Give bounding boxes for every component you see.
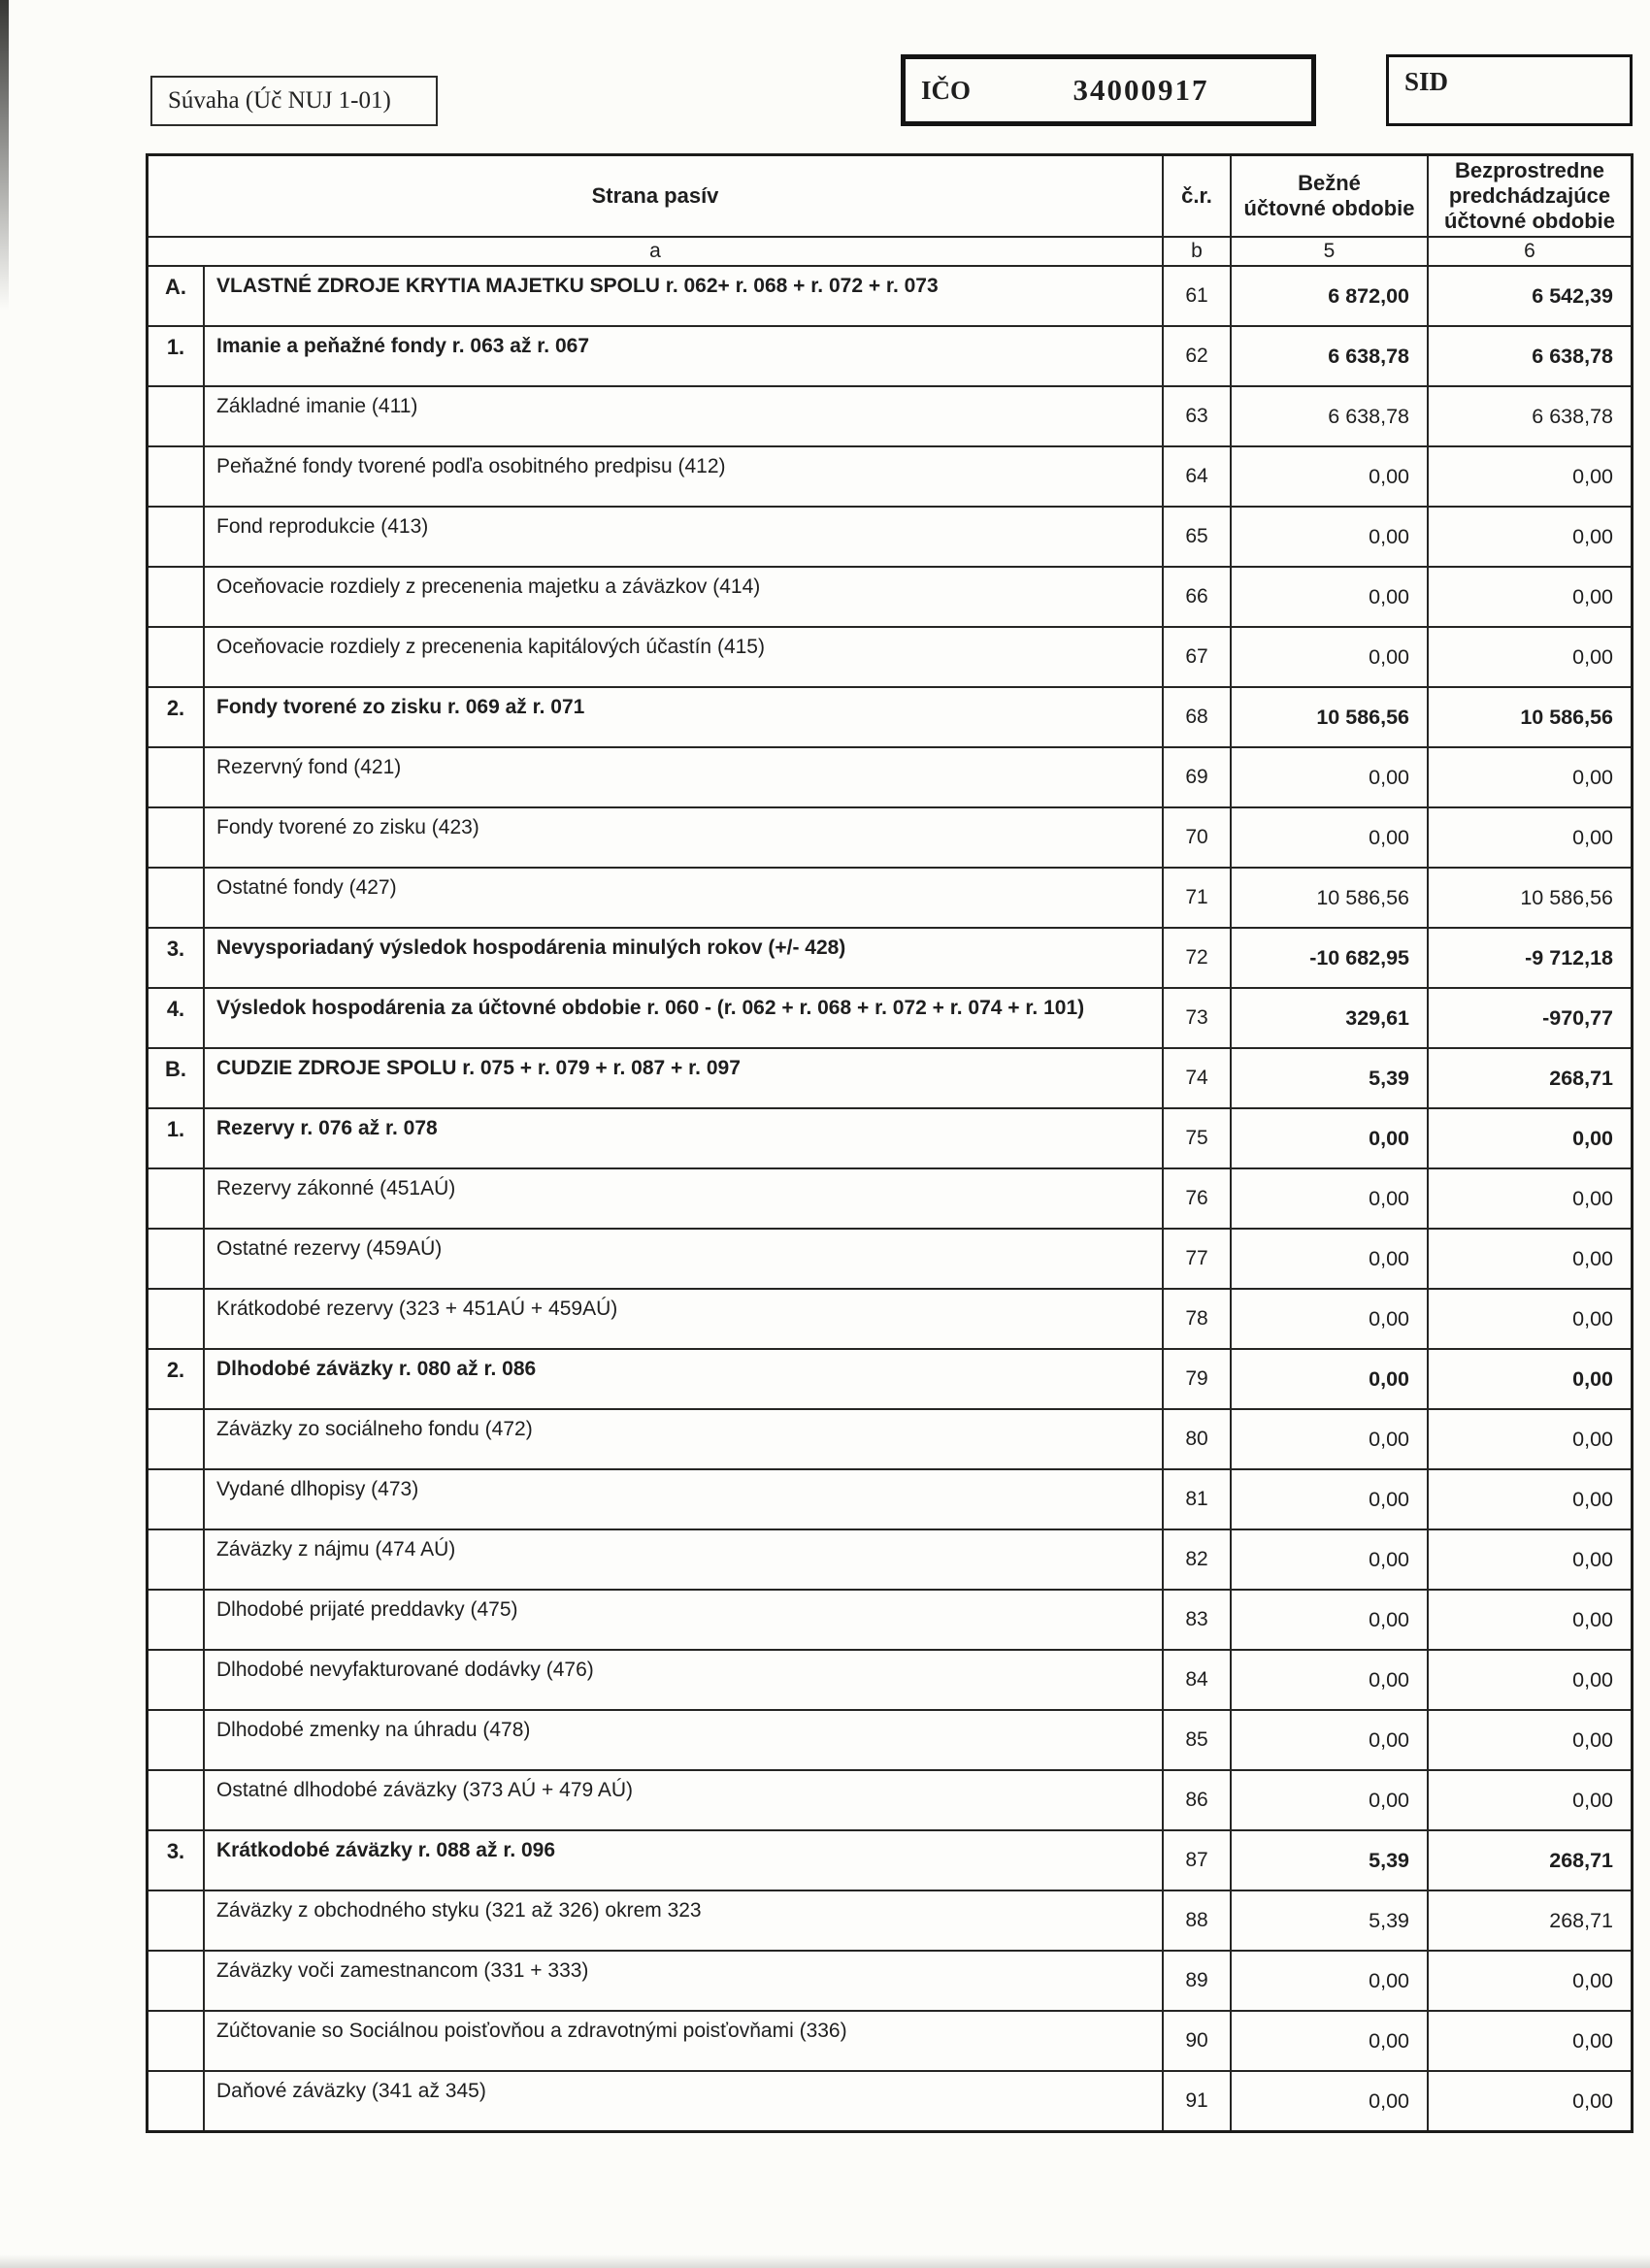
row-current-value: 0,00: [1230, 1109, 1427, 1167]
row-previous-value: 0,00: [1427, 1530, 1631, 1589]
row-previous-value: 0,00: [1427, 568, 1631, 626]
row-current-value: 0,00: [1230, 748, 1427, 806]
row-current-value: 5,39: [1230, 1831, 1427, 1890]
row-current-value: 6 638,78: [1230, 387, 1427, 445]
row-line-number: 65: [1162, 508, 1230, 566]
row-letter: B.: [165, 1057, 186, 1081]
table-row: [148, 2010, 1631, 2070]
row-current-value: 0,00: [1230, 1290, 1427, 1348]
row-previous-value: 6 638,78: [1427, 387, 1631, 445]
row-letter: [148, 1651, 203, 1709]
table-row: [148, 506, 1631, 566]
row-previous-value: 0,00: [1427, 1771, 1631, 1829]
row-line-number: 90: [1162, 2012, 1230, 2070]
row-label: Fond reprodukcie (413): [203, 508, 1162, 566]
table-subheader-row: [148, 236, 1631, 265]
row-previous-value: 0,00: [1427, 508, 1631, 566]
row-label: VLASTNÉ ZDROJE KRYTIA MAJETKU SPOLU r. 062+ r. 068 + r. 072 + r. 073: [203, 267, 1162, 325]
row-previous-value: 0,00: [1427, 1230, 1631, 1288]
row-letter: [148, 447, 203, 506]
row-previous-value: 10 586,56: [1427, 869, 1631, 927]
row-letter: [148, 568, 203, 626]
row-previous-value: 6 638,78: [1427, 327, 1631, 385]
row-label: Záväzky voči zamestnancom (331 + 333): [203, 1952, 1162, 2010]
table-row: [148, 2070, 1631, 2130]
table-row: [148, 1649, 1631, 1709]
row-letter: [148, 808, 203, 867]
ico-value: 34000917: [1072, 73, 1209, 107]
row-line-number: 62: [1162, 327, 1230, 385]
row-line-number: 68: [1162, 688, 1230, 746]
row-line-number: 91: [1162, 2072, 1230, 2130]
row-current-value: 0,00: [1230, 568, 1427, 626]
table-row: [148, 686, 1631, 746]
row-letter: [148, 748, 203, 806]
row-previous-value: 10 586,56: [1427, 688, 1631, 746]
table-row: [148, 626, 1631, 686]
table-row: [148, 1589, 1631, 1649]
row-line-number: 78: [1162, 1290, 1230, 1348]
row-label: Dlhodobé prijaté preddavky (475): [203, 1591, 1162, 1649]
ico-label: IČO: [921, 75, 972, 105]
row-line-number: 89: [1162, 1952, 1230, 2010]
row-previous-value: 0,00: [1427, 1591, 1631, 1649]
row-line-number: 77: [1162, 1230, 1230, 1288]
row-letter: A.: [165, 275, 186, 299]
table-row: [148, 385, 1631, 445]
row-current-value: 5,39: [1230, 1049, 1427, 1107]
table-row: [148, 1348, 1631, 1408]
table-row: [148, 806, 1631, 867]
table-row: [148, 1047, 1631, 1107]
row-line-number: 67: [1162, 628, 1230, 686]
row-current-value: 0,00: [1230, 1711, 1427, 1769]
form-title: Súvaha (Úč NUJ 1-01): [168, 87, 391, 114]
row-label: Oceňovacie rozdiely z precenenia majetku a záväzkov (414): [203, 568, 1162, 626]
row-letter: [148, 2012, 203, 2070]
sid-label: SID: [1404, 67, 1449, 96]
row-current-value: 6 872,00: [1230, 267, 1427, 325]
scan-edge-artifact-bottom: [0, 2254, 1650, 2268]
row-line-number: 61: [1162, 267, 1230, 325]
row-current-value: 0,00: [1230, 1410, 1427, 1468]
row-letter: [148, 1410, 203, 1468]
row-previous-value: 0,00: [1427, 808, 1631, 867]
row-current-value: 10 586,56: [1230, 869, 1427, 927]
table-header-row: [148, 156, 1631, 236]
row-line-number: 69: [1162, 748, 1230, 806]
row-label: Dlhodobé zmenky na úhradu (478): [203, 1711, 1162, 1769]
row-previous-value: 0,00: [1427, 1290, 1631, 1348]
row-letter: [148, 1771, 203, 1829]
row-current-value: 329,61: [1230, 989, 1427, 1047]
row-label: Dlhodobé nevyfakturované dodávky (476): [203, 1651, 1162, 1709]
row-previous-value: 0,00: [1427, 748, 1631, 806]
row-label: Dlhodobé záväzky r. 080 až r. 086: [203, 1350, 1162, 1408]
row-label: Oceňovacie rozdiely z precenenia kapitálových účastín (415): [203, 628, 1162, 686]
row-previous-value: 0,00: [1427, 1169, 1631, 1228]
row-label: Nevysporiadaný výsledok hospodárenia minulých rokov (+/- 428): [203, 929, 1162, 987]
table-row: [148, 1167, 1631, 1228]
table-row: [148, 1528, 1631, 1589]
row-line-number: 76: [1162, 1169, 1230, 1228]
row-letter: [148, 1711, 203, 1769]
row-label: Výsledok hospodárenia za účtovné obdobie r. 060 - (r. 062 + r. 068 + r. 072 + r. 074 + r. 101): [203, 989, 1162, 1047]
row-line-number: 83: [1162, 1591, 1230, 1649]
row-letter: [148, 1290, 203, 1348]
row-line-number: 79: [1162, 1350, 1230, 1408]
row-label: Základné imanie (411): [203, 387, 1162, 445]
row-current-value: 0,00: [1230, 808, 1427, 867]
row-letter: [148, 1169, 203, 1228]
row-current-value: 0,00: [1230, 628, 1427, 686]
row-letter: 1.: [166, 335, 185, 359]
table-row: [148, 1228, 1631, 1288]
row-label: Rezervný fond (421): [203, 748, 1162, 806]
row-line-number: 84: [1162, 1651, 1230, 1709]
row-current-value: 0,00: [1230, 508, 1427, 566]
subheader-b: b: [1162, 238, 1230, 265]
table-body: [148, 265, 1631, 2130]
row-previous-value: -9 712,18: [1427, 929, 1631, 987]
row-previous-value: 0,00: [1427, 1711, 1631, 1769]
row-line-number: 85: [1162, 1711, 1230, 1769]
table-row: [148, 746, 1631, 806]
row-current-value: 0,00: [1230, 1651, 1427, 1709]
row-previous-value: 0,00: [1427, 1470, 1631, 1528]
row-label: Ostatné fondy (427): [203, 869, 1162, 927]
row-current-value: 0,00: [1230, 2072, 1427, 2130]
row-letter: [148, 1470, 203, 1528]
subheader-a: a: [649, 240, 661, 262]
row-label: Krátkodobé rezervy (323 + 451AÚ + 459AÚ): [203, 1290, 1162, 1348]
row-line-number: 87: [1162, 1831, 1230, 1890]
table-row: [148, 867, 1631, 927]
row-line-number: 81: [1162, 1470, 1230, 1528]
row-letter: [148, 1530, 203, 1589]
row-current-value: -10 682,95: [1230, 929, 1427, 987]
row-line-number: 88: [1162, 1891, 1230, 1950]
row-label: Fondy tvorené zo zisku (423): [203, 808, 1162, 867]
table-row: [148, 1468, 1631, 1528]
sid-box: [1386, 54, 1633, 126]
table-row: [148, 1829, 1631, 1890]
row-label: Záväzky z nájmu (474 AÚ): [203, 1530, 1162, 1589]
row-current-value: 0,00: [1230, 1230, 1427, 1288]
row-label: Záväzky z obchodného styku (321 až 326) okrem 323: [203, 1891, 1162, 1950]
table-row: [148, 1107, 1631, 1167]
row-letter: 2.: [166, 1358, 185, 1382]
row-previous-value: 0,00: [1427, 2012, 1631, 2070]
row-letter: 1.: [166, 1117, 185, 1141]
row-letter: 4.: [166, 997, 185, 1021]
table-row: [148, 265, 1631, 325]
row-letter: [148, 1891, 203, 1950]
row-label: Ostatné dlhodobé záväzky (373 AÚ + 479 AÚ): [203, 1771, 1162, 1829]
table-row: [148, 1769, 1631, 1829]
row-label: Fondy tvorené zo zisku r. 069 až r. 071: [203, 688, 1162, 746]
row-current-value: 6 638,78: [1230, 327, 1427, 385]
row-previous-value: 0,00: [1427, 1952, 1631, 2010]
header-cr: č.r.: [1162, 156, 1230, 236]
liabilities-table: [146, 153, 1634, 2133]
row-line-number: 75: [1162, 1109, 1230, 1167]
row-current-value: 0,00: [1230, 1952, 1427, 2010]
row-letter: [148, 508, 203, 566]
row-previous-value: -970,77: [1427, 989, 1631, 1047]
row-label: Ostatné rezervy (459AÚ): [203, 1230, 1162, 1288]
row-letter: 3.: [166, 1839, 185, 1863]
row-current-value: 0,00: [1230, 1591, 1427, 1649]
row-line-number: 71: [1162, 869, 1230, 927]
row-letter: [148, 1591, 203, 1649]
row-current-value: 5,39: [1230, 1891, 1427, 1950]
row-line-number: 72: [1162, 929, 1230, 987]
row-current-value: 10 586,56: [1230, 688, 1427, 746]
row-previous-value: 0,00: [1427, 447, 1631, 506]
row-previous-value: 0,00: [1427, 1109, 1631, 1167]
row-label: CUDZIE ZDROJE SPOLU r. 075 + r. 079 + r. 087 + r. 097: [203, 1049, 1162, 1107]
row-label: Krátkodobé záväzky r. 088 až r. 096: [203, 1831, 1162, 1890]
row-previous-value: 0,00: [1427, 628, 1631, 686]
header-current-period: Bežné účtovné obdobie: [1230, 156, 1427, 236]
row-current-value: 0,00: [1230, 1350, 1427, 1408]
row-current-value: 0,00: [1230, 1470, 1427, 1528]
subheader-6: 6: [1427, 238, 1631, 265]
row-line-number: 66: [1162, 568, 1230, 626]
row-label: Záväzky zo sociálneho fondu (472): [203, 1410, 1162, 1468]
row-previous-value: 268,71: [1427, 1891, 1631, 1950]
header-strana-pasiv: Strana pasív: [591, 183, 719, 209]
row-previous-value: 268,71: [1427, 1049, 1631, 1107]
row-letter: [148, 1230, 203, 1288]
row-previous-value: 0,00: [1427, 1350, 1631, 1408]
row-letter: [148, 1952, 203, 2010]
table-row: [148, 1288, 1631, 1348]
row-previous-value: 0,00: [1427, 1410, 1631, 1468]
row-line-number: 82: [1162, 1530, 1230, 1589]
row-letter: 3.: [166, 937, 185, 961]
row-current-value: 0,00: [1230, 1169, 1427, 1228]
row-line-number: 86: [1162, 1771, 1230, 1829]
subheader-5: 5: [1230, 238, 1427, 265]
table-row: [148, 927, 1631, 987]
row-line-number: 73: [1162, 989, 1230, 1047]
table-row: [148, 1408, 1631, 1468]
table-row: [148, 445, 1631, 506]
row-label: Zúčtovanie so Sociálnou poisťovňou a zdravotnými poisťovňami (336): [203, 2012, 1162, 2070]
table-row: [148, 566, 1631, 626]
header-previous-period: Bezprostredne predchádzajúce účtovné obdobie: [1427, 156, 1631, 236]
row-line-number: 74: [1162, 1049, 1230, 1107]
row-current-value: 0,00: [1230, 2012, 1427, 2070]
row-letter: [148, 628, 203, 686]
row-previous-value: 0,00: [1427, 1651, 1631, 1709]
row-letter: 2.: [166, 696, 185, 720]
table-row: [148, 325, 1631, 385]
row-current-value: 0,00: [1230, 1530, 1427, 1589]
ico-box: [901, 54, 1316, 126]
scan-edge-artifact: [0, 0, 9, 311]
row-line-number: 63: [1162, 387, 1230, 445]
row-label: Vydané dlhopisy (473): [203, 1470, 1162, 1528]
row-letter: [148, 869, 203, 927]
row-previous-value: 0,00: [1427, 2072, 1631, 2130]
table-row: [148, 1950, 1631, 2010]
row-label: Daňové záväzky (341 až 345): [203, 2072, 1162, 2130]
table-row: [148, 1890, 1631, 1950]
row-letter: [148, 387, 203, 445]
form-title-box: [150, 76, 438, 126]
row-label: Rezervy zákonné (451AÚ): [203, 1169, 1162, 1228]
row-label: Peňažné fondy tvorené podľa osobitného predpisu (412): [203, 447, 1162, 506]
table-row: [148, 987, 1631, 1047]
row-previous-value: 6 542,39: [1427, 267, 1631, 325]
row-current-value: 0,00: [1230, 447, 1427, 506]
row-previous-value: 268,71: [1427, 1831, 1631, 1890]
row-current-value: 0,00: [1230, 1771, 1427, 1829]
row-line-number: 70: [1162, 808, 1230, 867]
row-label: Imanie a peňažné fondy r. 063 až r. 067: [203, 327, 1162, 385]
row-label: Rezervy r. 076 až r. 078: [203, 1109, 1162, 1167]
row-line-number: 80: [1162, 1410, 1230, 1468]
row-letter: [148, 2072, 203, 2130]
row-line-number: 64: [1162, 447, 1230, 506]
table-row: [148, 1709, 1631, 1769]
